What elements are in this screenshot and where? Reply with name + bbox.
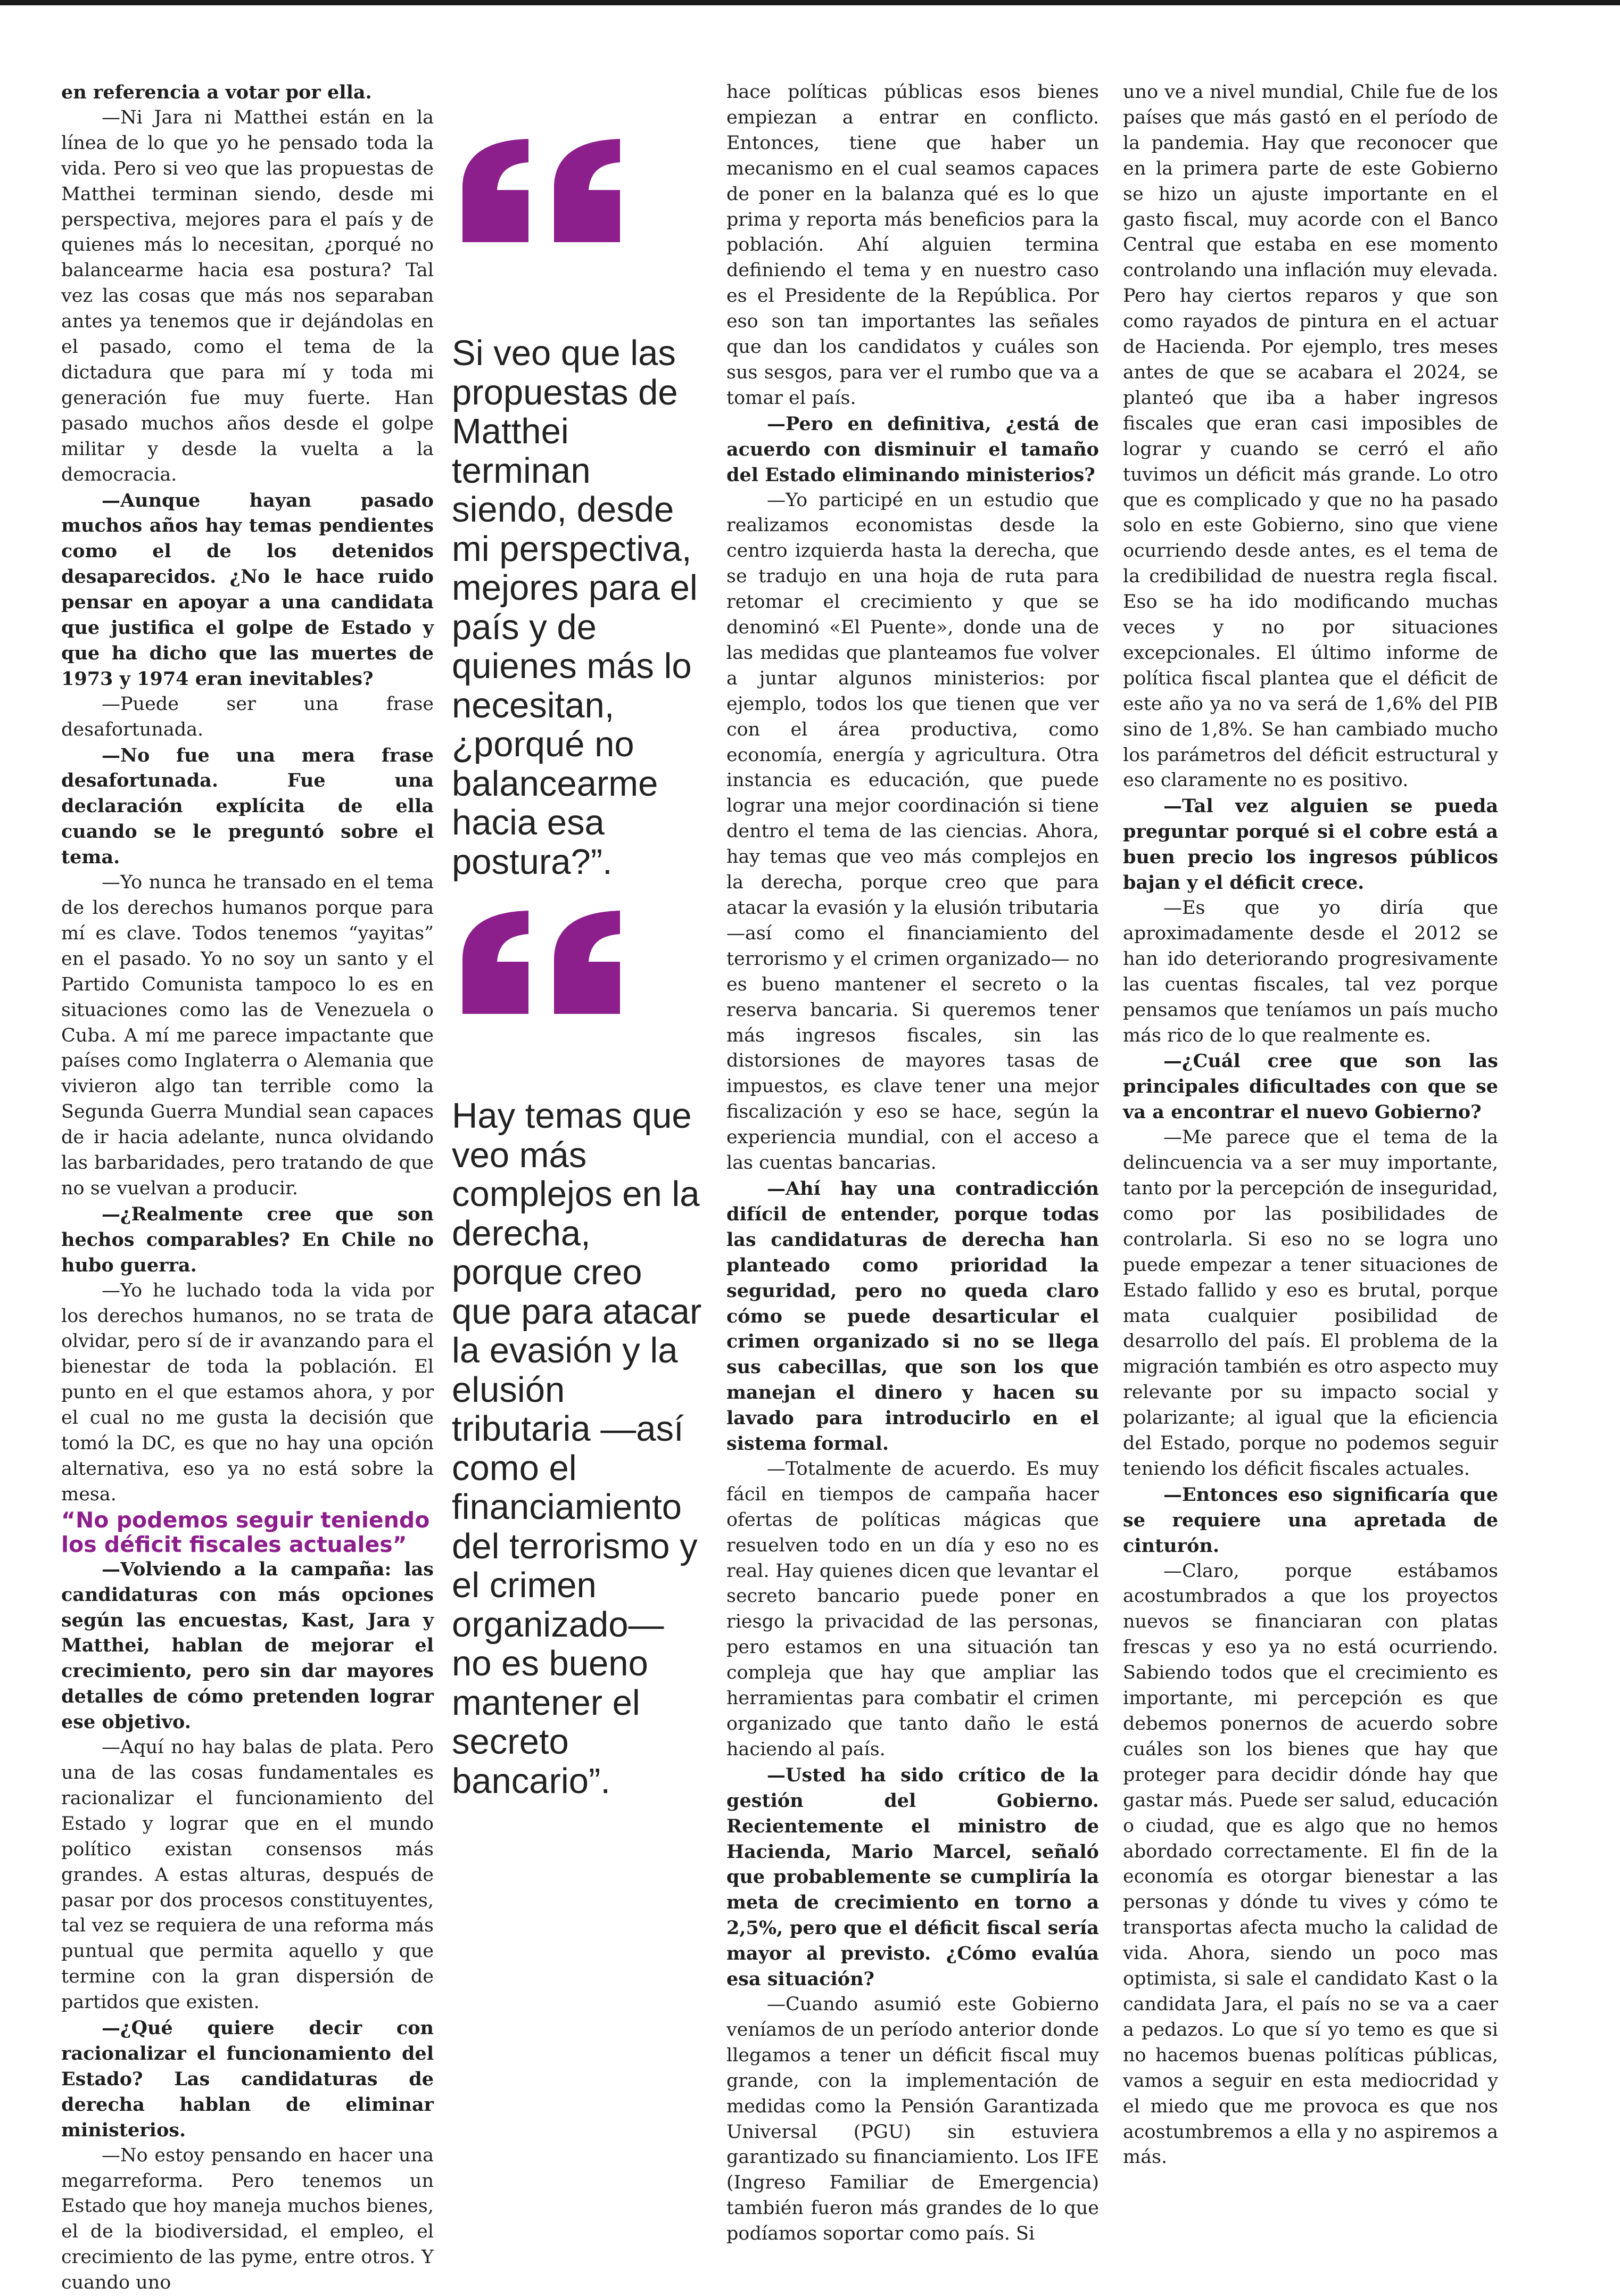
interview-answer: —Puede ser una frase desafortunada. xyxy=(61,693,434,740)
interview-answer: —Cuando asumió este Gobierno veníamos de un período anterior donde llegamos a tener un déficit fiscal muy grande, con la implementación de medidas como la Pensión Garantizada Universal (PGU) sin estuviera garantizado su financiamiento. Los IFE (Ingreso Familiar de Emergencia) también fueron más grandes de lo que podíamos soportar como país. Si xyxy=(726,1993,1099,2245)
interview-answer: —Ni Jara ni Matthei están en la línea de lo que yo he pensado toda la vida. Pero si veo que las propuestas de Matthei terminan siendo, desde mi perspectiva, mejores para el país y de quienes más lo necesitan, ¿porqué no balancearme hacia esa postura? Tal vez las cosas que más nos separaban antes ya tenemos que ir dejándolas en el pasado, como el tema de la dictadura que para mí y toda mi generación fue muy fuerte. Han pasado muchos años desde el golpe militar y desde la vuelta a la democracia. xyxy=(61,106,434,485)
interview-question: —Pero en definitiva, ¿está de acuerdo con disminuir el tamaño del Estado eliminando ministerios? xyxy=(726,412,1099,486)
interview-answer: —Aquí no hay balas de plata. Pero una de las cosas fundamentales es racionalizar el funcionamiento del Estado y lograr que en el mundo político existan consensos más grandes. A estas alturas, después de pasar por dos procesos constituyentes, tal vez se requiera de una reforma más puntual que permita aquello y que termine con la gran dispersión de partidos que existen. xyxy=(61,1737,434,2013)
interview-question: —No fue una mera frase desafortunada. Fue una declaración explícita de ella cuando se le preguntó sobre el tema. xyxy=(61,744,434,869)
section-subhead: “No podemos seguir teniendo los déficit fiscales actuales” xyxy=(61,1507,430,1557)
interview-answer: hace políticas públicas esos bienes empiezan a entrar en conflicto. Entonces, tiene que haber un mecanismo en el cual seamos capaces de poner en la balanza qué es lo que prima y reporta más beneficios para la población. Ahí alguien termina definiendo el tema y en nuestro caso es el Presidente de la República. Por eso son tan importantes las señales que dan los candidatos y cuáles son sus sesgos, para ver el rumbo que va a tomar el país. xyxy=(726,81,1099,409)
open-quote-icon xyxy=(455,136,631,245)
interview-question: —¿Realmente cree que son hechos comparables? En Chile no hubo guerra. xyxy=(61,1203,434,1276)
interview-answer: —No estoy pensando en hacer una megarreforma. Pero tenemos un Estado que hoy maneja muchos bienes, el de la biodiversidad, el empleo, el crecimiento de las pyme, entre otros. Y cuando uno xyxy=(61,2144,434,2294)
interview-question: —¿Qué quiere decir con racionalizar el funcionamiento del Estado? Las candidaturas de derecha hablan de eliminar ministerios. xyxy=(61,2017,434,2141)
article-column-3 xyxy=(726,80,1099,2245)
interview-answer: —Yo he luchado toda la vida por los derechos humanos, no se trata de olvidar, pero sí de ir avanzando para el bienestar de toda la población. El punto en el que estamos ahora, y por el cual no me gusta la decisión que tomó la DC, es que no hay una opción alternativa, eso ya no está sobre la mesa. xyxy=(61,1279,434,1505)
interview-question: —¿Cuál cree que son las principales dificultades con que se va a encontrar el nuevo Gobierno? xyxy=(1123,1050,1498,1124)
interview-answer: —Yo nunca he transado en el tema de los derechos humanos porque para mí es clave. Todos tenemos “yayitas” en el pasado. Yo no soy un santo y el Partido Comunista tampoco lo es en situaciones como las de Venezuela o Cuba. A mí me parece impactante que países como Inglaterra o Alemania que vivieron algo tan terrible como la Segunda Guerra Mundial sean capaces de ir hacia adelante, nunca olvidando las barbaridades, pero tratando de que no se vuelvan a producir. xyxy=(61,872,434,1199)
interview-answer: —Es que yo diría que aproximadamente desde el 2012 se han ido deteriorando progresivamente las cuentas fiscales, tal vez porque pensamos que teníamos un país mucho más rico de lo que realmente es. xyxy=(1123,897,1498,1046)
interview-question: —Aunque hayan pasado muchos años hay temas pendientes como el de los detenidos desaparecidos. ¿No le hace ruido pensar en apoyar a una candidata que justifica el golpe de Estado y que ha dicho que las muertes de 1973 y 1974 eran inevitables? xyxy=(61,489,434,690)
article-column-1 xyxy=(61,80,434,2294)
interview-question: —Entonces eso significaría que se requiere una apretada de cinturón. xyxy=(1123,1483,1498,1557)
interview-question: —Tal vez alguien se pueda preguntar porqué si el cobre está a buen precio los ingresos públicos bajan y el déficit crece. xyxy=(1123,795,1498,894)
open-quote-icon xyxy=(455,907,631,1017)
interview-question: —Volviendo a la campaña: las candidaturas con más opciones según las encuestas, Kast, Jara y Matthei, hablan de mejorar el crecimiento, pero sin dar mayores detalles de cómo pretenden lograr ese objetivo. xyxy=(61,1558,434,1733)
article-column-4 xyxy=(1123,80,1498,2168)
pull-quote-2: Hay temas que veo más complejos en la derecha, porque creo que para atacar la evasión y la elusión tributaria —así como el financiamiento del terrorismo y el crimen organizado— no es bueno mantener el secreto bancario”. xyxy=(452,1096,702,1801)
interview-question: —Ahí hay una contradicción difícil de entender, porque todas las candidaturas de derecha han planteado como prioridad la seguridad, pero no queda claro cómo se puede desarticular el crimen organizado si no se llega sus cabecillas, que son los que manejan el dinero y hacen su lavado para introducirlo en el sistema formal. xyxy=(726,1177,1099,1455)
interview-question: —Usted ha sido crítico de la gestión del Gobierno. Recientemente el ministro de Hacienda, Mario Marcel, señaló que probablemente se cumpliría la meta de crecimiento en torno a 2,5%, pero que el déficit fiscal sería mayor al previsto. ¿Cómo evalúa esa situación? xyxy=(726,1764,1099,1991)
interview-answer: —Me parece que el tema de la delincuencia va a ser muy importante, tanto por la percepción de inseguridad, como por las posibilidades de controlarla. Si eso no se logra uno puede empezar a tener situaciones de Estado fallido y eso es brutal, porque mata cualquier posibilidad de desarrollo del país. El problema de la migración también es otro aspecto muy relevante por su impacto social y polarizante; al igual que la eficiencia del Estado, porque no podemos seguir teniendo los déficit fiscales actuales. xyxy=(1123,1127,1498,1480)
interview-answer: —Claro, porque estábamos acostumbrados a que los proyectos nuevos se financiaran con platas frescas y eso ya no está ocurriendo. Sabiendo todos que el crecimiento es importante, mi percepción es que debemos ponernos de acuerdo sobre cuáles son los bienes que hay que proteger para decidir dónde hay que gastar más. Puede ser salud, educación o ciudad, que es algo que no hemos abordado correctamente. El fin de la economía es otorgar bienestar a las personas y dónde tu vives y cómo te transportas afecta mucho la calidad de vida. Ahora, siendo un poco mas optimista, si sale el candidato Kast o la candidata Jara, el país no se va a caer a pedazos. Lo que sí yo temo es que si no hacemos buenas políticas públicas, vamos a seguir en esta mediocridad y el miedo que me provoca es que nos acostumbremos a ella y no aspiremos a más. xyxy=(1123,1560,1498,2168)
interview-answer: uno ve a nivel mundial, Chile fue de los países que más gastó en el período de la pandemia. Hay que reconocer que en la primera parte de este Gobierno se hizo un ajuste importante en el gasto fiscal, muy acorde con el Banco Central que estaba en ese momento controlando una inflación muy elevada. Pero hay ciertos reparos y que son como rayados de pintura en el actuar de Hacienda. Por ejemplo, tres meses antes de que se acabara el 2024, se planteó que iba a haber ingresos fiscales que eran casi imposibles de lograr y cuando se cerró el año tuvimos un déficit más grande. Lo otro que es complicado y que no ha pasado solo en este Gobierno, sino que viene ocurriendo desde antes, es el tema de la credibilidad de nuestra regla fiscal. Eso se ha ido modificando muchas veces y no por situaciones excepcionales. El último informe de política fiscal plantea que el déficit de este año ya no va será de 1,6% del PIB sino de 1,8%. Se han cambiado mucho los parámetros del déficit estructural y eso claramente no es positivo. xyxy=(1123,81,1498,791)
interview-answer: —Totalmente de acuerdo. Es muy fácil en tiempos de campaña hacer ofertas de políticas mágicas que resuelven todo en un día y eso no es real. Hay quienes dicen que levantar el secreto bancario puede poner en riesgo la privacidad de las personas, pero estamos en una situación tan compleja que hay que ampliar las herramientas para combatir el crimen organizado que tanto daño le está haciendo al país. xyxy=(726,1458,1099,1760)
interview-answer: —Yo participé en un estudio que realizamos economistas desde la centro izquierda hasta la derecha, que se tradujo en una hoja de ruta para retomar el crecimiento y que se denominó «El Puente», donde una de las medidas que planteamos fue volver a juntar algunos ministerios: por ejemplo, todos los que tienen que ver con el área productiva, como economía, energía y agricultura. Otra instancia es educación, que puede lograr una mejor coordinación si tiene dentro el tema de las ciencias. Ahora, hay temas que veo más complejos en la derecha, porque creo que para atacar la evasión y la elusión tributaria —así como el financiamiento del terrorismo y el crimen organizado— no es bueno mantener el secreto o la reserva bancaria. Si queremos tener más ingresos fiscales, sin las distorsiones de mayores tasas de impuestos, es clave tener una mejor fiscalización y eso se hace, según la experiencia mundial, con el acceso a las cuentas bancarias. xyxy=(726,489,1099,1174)
pull-quote-1: Si veo que las propuestas de Matthei terminan siendo, desde mi perspectiva, mejores para el país y de quienes más lo necesitan, ¿porqué no balancearme hacia esa postura?”. xyxy=(452,333,698,882)
top-rule xyxy=(0,0,1620,5)
interview-question: en referencia a votar por ella. xyxy=(61,81,372,103)
